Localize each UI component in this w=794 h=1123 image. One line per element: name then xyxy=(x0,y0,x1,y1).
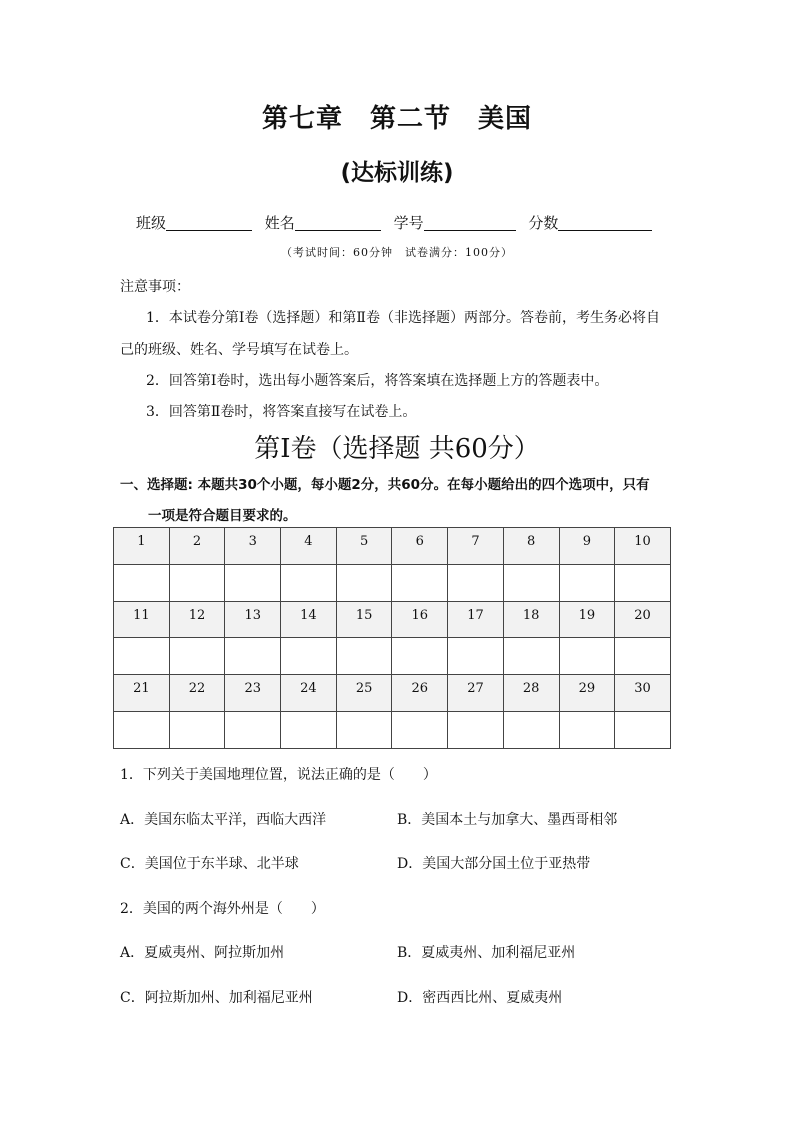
question-2-option-c: C．阿拉斯加州、加利福尼亚州 xyxy=(120,990,313,1006)
answer-cell[interactable] xyxy=(615,564,671,601)
answer-cell[interactable] xyxy=(503,638,559,675)
section-heading-cont: 一项是符合题目要求的。 xyxy=(148,508,297,524)
number-cell: 8 xyxy=(503,528,559,565)
question-1-option-a: A．美国东临太平洋，西临大西洋 xyxy=(120,812,327,828)
answer-cell[interactable] xyxy=(336,711,392,748)
class-blank[interactable] xyxy=(166,214,252,231)
answer-cell[interactable] xyxy=(281,638,337,675)
answer-table xyxy=(113,527,671,749)
number-row xyxy=(114,601,671,638)
answer-cell[interactable] xyxy=(114,564,170,601)
question-1-stem: 1．下列关于美国地理位置，说法正确的是（ ） xyxy=(120,767,437,783)
student-id-blank[interactable] xyxy=(424,214,516,231)
number-cell: 26 xyxy=(392,675,448,712)
number-cell: 2 xyxy=(169,528,225,565)
number-cell: 9 xyxy=(559,528,615,565)
answer-cell[interactable] xyxy=(225,564,281,601)
answer-cell[interactable] xyxy=(336,638,392,675)
answer-cell[interactable] xyxy=(559,711,615,748)
number-cell: 16 xyxy=(392,601,448,638)
answer-cell[interactable] xyxy=(615,711,671,748)
answer-cell[interactable] xyxy=(559,638,615,675)
number-cell: 15 xyxy=(336,601,392,638)
number-cell: 23 xyxy=(225,675,281,712)
page-subtitle: (达标训练) xyxy=(340,160,454,186)
answer-row xyxy=(114,711,671,748)
answer-cell[interactable] xyxy=(615,638,671,675)
answer-cell[interactable] xyxy=(169,711,225,748)
number-cell: 1 xyxy=(114,528,170,565)
number-cell: 20 xyxy=(615,601,671,638)
number-cell: 28 xyxy=(503,675,559,712)
number-cell: 13 xyxy=(225,601,281,638)
number-cell: 14 xyxy=(281,601,337,638)
answer-cell[interactable] xyxy=(169,638,225,675)
question-1-option-b: B．美国本土与加拿大、墨西哥相邻 xyxy=(397,812,618,828)
number-cell: 24 xyxy=(281,675,337,712)
notice-item-2: 2．回答第Ⅰ卷时，选出每小题答案后，将答案填在选择题上方的答题表中。 xyxy=(146,373,609,389)
answer-row xyxy=(114,564,671,601)
page-title: 第七章 第二节 美国 xyxy=(261,104,532,134)
number-cell: 29 xyxy=(559,675,615,712)
question-1-option-c: C．美国位于东半球、北半球 xyxy=(120,856,299,872)
number-cell: 7 xyxy=(448,528,504,565)
answer-cell[interactable] xyxy=(392,638,448,675)
number-cell: 18 xyxy=(503,601,559,638)
question-2-stem: 2．美国的两个海外州是（ ） xyxy=(120,901,325,917)
number-cell: 10 xyxy=(615,528,671,565)
notice-heading: 注意事项： xyxy=(120,279,190,295)
answer-cell[interactable] xyxy=(114,711,170,748)
section-heading: 一、选择题: 本题共30个小题，每小题2分，共60分。在每小题给出的四个选项中，只有 xyxy=(120,477,650,493)
answer-cell[interactable] xyxy=(448,564,504,601)
question-1-option-d: D．美国大部分国土位于亚热带 xyxy=(397,856,591,872)
number-cell: 12 xyxy=(169,601,225,638)
answer-cell[interactable] xyxy=(392,564,448,601)
question-2-option-d: D．密西西比州、夏威夷州 xyxy=(397,990,563,1006)
answer-cell[interactable] xyxy=(225,638,281,675)
number-cell: 21 xyxy=(114,675,170,712)
answer-cell[interactable] xyxy=(392,711,448,748)
number-cell: 17 xyxy=(448,601,504,638)
number-cell: 25 xyxy=(336,675,392,712)
answer-cell[interactable] xyxy=(559,564,615,601)
number-cell: 22 xyxy=(169,675,225,712)
answer-cell[interactable] xyxy=(114,638,170,675)
answer-cell[interactable] xyxy=(281,564,337,601)
answer-row xyxy=(114,638,671,675)
number-row xyxy=(114,528,671,565)
number-cell: 3 xyxy=(225,528,281,565)
score-label: 分数 xyxy=(528,214,559,232)
exam-time-note: （考试时间：60分钟 试卷满分：100分） xyxy=(281,246,513,259)
answer-cell[interactable] xyxy=(336,564,392,601)
volume-title: 第Ⅰ卷（选择题 共60分） xyxy=(254,434,540,464)
question-2-option-a: A．夏威夷州、阿拉斯加州 xyxy=(120,945,285,961)
answer-cell[interactable] xyxy=(448,711,504,748)
number-row xyxy=(114,675,671,712)
answer-cell[interactable] xyxy=(225,711,281,748)
number-cell: 11 xyxy=(114,601,170,638)
student-info-row xyxy=(136,212,660,233)
notice-item-1: 1．本试卷分第Ⅰ卷（选择题）和第Ⅱ卷（非选择题）两部分。答卷前，考生务必将自 xyxy=(146,310,660,326)
question-2-option-b: B．夏威夷州、加利福尼亚州 xyxy=(397,945,576,961)
number-cell: 4 xyxy=(281,528,337,565)
name-blank[interactable] xyxy=(295,214,381,231)
number-cell: 5 xyxy=(336,528,392,565)
class-label: 班级 xyxy=(136,214,167,232)
answer-cell[interactable] xyxy=(503,564,559,601)
answer-cell[interactable] xyxy=(503,711,559,748)
answer-cell[interactable] xyxy=(281,711,337,748)
answer-cell[interactable] xyxy=(448,638,504,675)
score-blank[interactable] xyxy=(558,214,652,231)
notice-item-3: 3．回答第Ⅱ卷时，将答案直接写在试卷上。 xyxy=(146,404,417,420)
notice-item-1-cont: 己的班级、姓名、学号填写在试卷上。 xyxy=(120,342,358,358)
name-label: 姓名 xyxy=(264,214,295,232)
student-id-label: 学号 xyxy=(393,214,424,232)
number-cell: 6 xyxy=(392,528,448,565)
answer-cell[interactable] xyxy=(169,564,225,601)
number-cell: 27 xyxy=(448,675,504,712)
number-cell: 30 xyxy=(615,675,671,712)
number-cell: 19 xyxy=(559,601,615,638)
